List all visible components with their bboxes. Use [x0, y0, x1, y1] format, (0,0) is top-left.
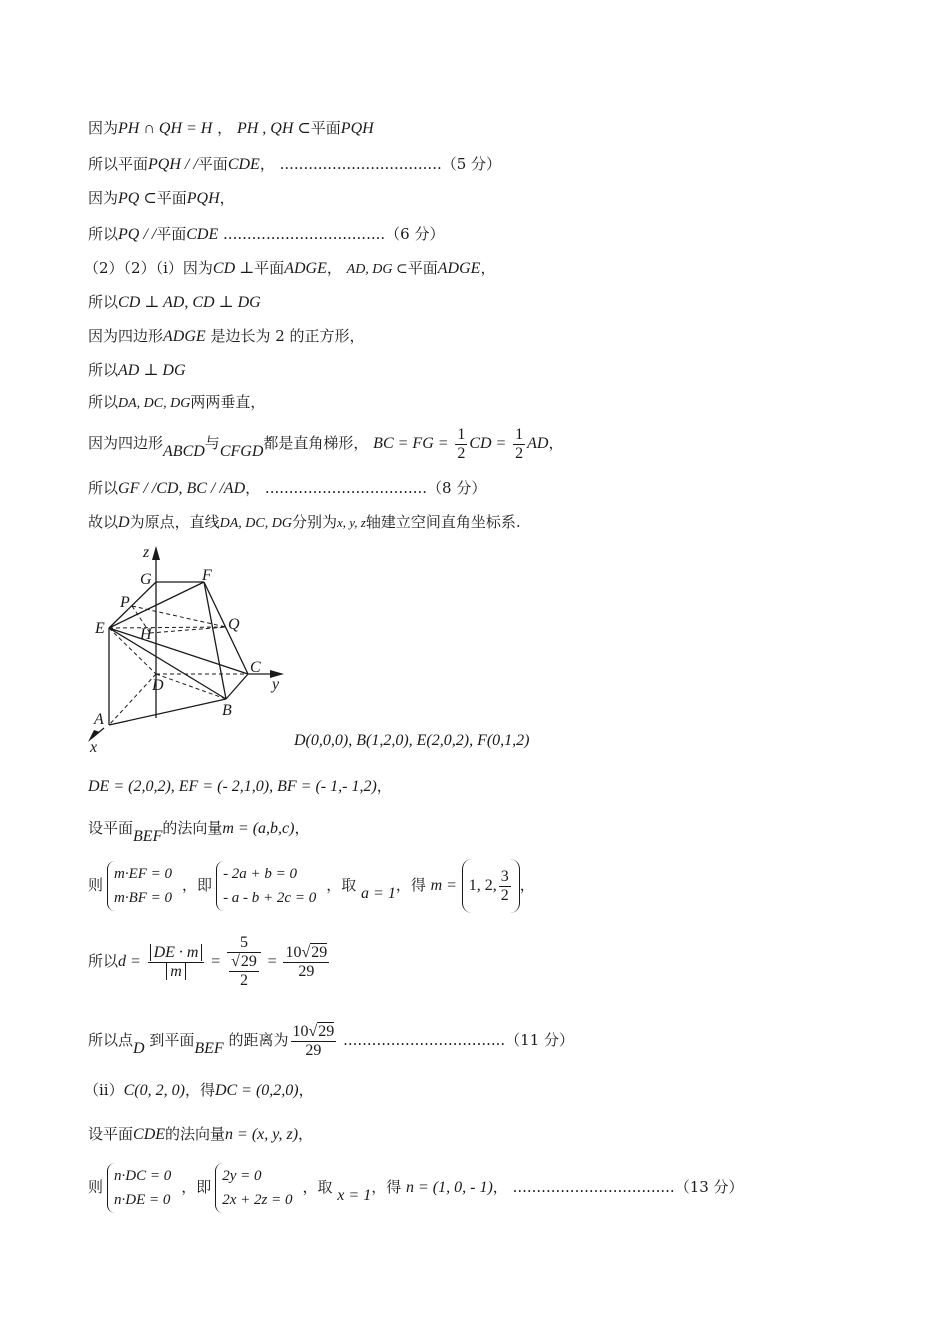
equation-system [107, 1163, 177, 1213]
fraction [148, 944, 205, 981]
math: n = (x, y, z) [225, 1126, 299, 1143]
text: ， [219, 189, 235, 207]
denominator: 2 [515, 444, 524, 462]
text: 因为四边形 [88, 434, 164, 452]
line-4 [88, 224, 444, 245]
equation-system [107, 861, 178, 911]
math: PH ∩ QH = H [118, 120, 213, 137]
label-A: A [94, 711, 104, 728]
score-marker: ..................................（8 分） [264, 479, 487, 497]
label-F: F [202, 567, 212, 584]
line-21 [88, 1160, 744, 1215]
text: 所以 [88, 225, 119, 243]
text: 设平面 [88, 1125, 134, 1143]
text: ，即 [181, 1178, 212, 1196]
label-y: y [272, 676, 280, 693]
text: 的法向量 [162, 819, 223, 837]
line-11 [88, 478, 486, 499]
text: ，取 [326, 876, 357, 894]
vector-components: 1, 2, [468, 877, 497, 894]
text: ， [294, 819, 310, 837]
numerator: 3 [500, 867, 509, 885]
math: DA, DC, DG [118, 396, 191, 411]
math: CD ⊥ AD, CD ⊥ DG [118, 294, 261, 311]
line-12 [88, 512, 521, 534]
line-19 [84, 1080, 314, 1101]
math: CDE [133, 1126, 166, 1143]
equals: = [267, 953, 277, 970]
text: ， [480, 259, 496, 277]
line-18 [88, 1020, 574, 1061]
math: x = 1 [337, 1187, 372, 1204]
text: 到平面 [149, 1031, 195, 1049]
math: m = (a,b,c) [222, 820, 295, 837]
edge-BC [226, 674, 248, 699]
math: DC = (0,2,0) [214, 1082, 299, 1099]
numerator: 1 [457, 425, 466, 443]
text: ， [492, 1178, 508, 1196]
equation: n·DE = 0 [114, 1192, 171, 1208]
denominator: 2 [500, 886, 509, 904]
text: 平面 [197, 155, 228, 173]
math: D(0,0,0), B(1,2,0), E(2,0,2), F(0,1,2) [294, 732, 530, 749]
text: 都是直角梯形， [263, 434, 369, 452]
numerator: 5 [227, 934, 261, 953]
edge-EQ [109, 627, 226, 628]
fraction: $\frac{10√29}{29}$ [292, 1022, 335, 1059]
line-1 [88, 118, 374, 139]
text: 所以 [88, 361, 119, 379]
equation: - a - b + 2c = 0 [223, 890, 317, 906]
math: ABCD [163, 443, 205, 460]
text: 平面 [156, 225, 187, 243]
math: PQ ⊂ [118, 190, 157, 207]
score-marker: ..................................（13 分） [512, 1178, 744, 1196]
math: BEF [133, 828, 163, 845]
text: 所以 [88, 393, 119, 411]
text: ， [259, 155, 275, 173]
text: 故以 [88, 513, 119, 531]
edge-DA [109, 674, 156, 725]
text: （ii） [84, 1081, 124, 1099]
text: ，即 [182, 876, 213, 894]
denominator: 29 [305, 1041, 322, 1059]
text: ， [298, 1081, 314, 1099]
fraction [513, 426, 525, 463]
sqrt-value: 29 [311, 943, 328, 961]
text: 与 [204, 434, 220, 452]
text: 平面 [156, 189, 187, 207]
denominator: 2 [239, 972, 248, 989]
math: CDE [227, 156, 260, 173]
text: 为原点，直线 [129, 513, 220, 531]
math: n = (1, 0, - 1) [406, 1179, 493, 1196]
text: ， [376, 777, 392, 795]
equation: 2y = 0 [222, 1168, 262, 1184]
text: （2）（2）（i）因为 [84, 259, 213, 277]
sqrt-value: 29 [240, 953, 257, 970]
text: ，得 [184, 1081, 215, 1099]
label-P: P [120, 594, 130, 611]
line-2 [88, 154, 501, 175]
denominator: 2 [457, 444, 466, 462]
sqrt-value: 29 [318, 1022, 335, 1040]
math: GF / /CD, BC / /AD [118, 480, 246, 497]
text: ， [326, 259, 342, 277]
text: 设平面 [88, 819, 134, 837]
math: BC = FG = [373, 435, 449, 452]
edge-FC [204, 582, 248, 674]
math: CFGD [219, 443, 264, 460]
label-C: C [250, 659, 261, 676]
line-5 [84, 258, 495, 280]
numerator: DE · m [150, 944, 203, 961]
text: 因为 [88, 189, 119, 207]
edge-EB [109, 628, 226, 699]
text: 的距离为 [228, 1031, 289, 1049]
math: AD [527, 435, 549, 452]
equation-system [215, 1163, 298, 1213]
math: CD = [469, 435, 507, 452]
line-8 [88, 360, 186, 381]
math: PH , QH ⊂ [236, 120, 311, 137]
label-z: z [143, 544, 150, 561]
math: D [133, 1040, 145, 1057]
math: CD ⊥ [212, 260, 255, 277]
math: AD, DG ⊂ [346, 262, 408, 277]
text: 则 [88, 1178, 104, 1196]
score-marker: ..................................（6 分） [223, 225, 445, 243]
line-6 [88, 292, 261, 313]
text: 平面 [407, 259, 438, 277]
text: 因为四边形 [88, 327, 164, 345]
text: 则 [88, 876, 104, 894]
score-marker: ..................................（11 分） [343, 1031, 575, 1049]
math: ADGE [437, 260, 481, 277]
label-G: G [140, 571, 152, 588]
edge-EG [109, 582, 156, 628]
math: d = [118, 953, 141, 970]
math: DA, DC, DG [219, 516, 292, 531]
math: D [118, 514, 130, 531]
text: 所以平面 [88, 155, 149, 173]
text: 的法向量 [165, 1125, 226, 1143]
edge-AB [109, 699, 226, 725]
math: CDE [186, 226, 219, 243]
line-3 [88, 188, 235, 209]
geometry-diagram [82, 540, 302, 755]
line-7 [88, 326, 365, 347]
label-E: E [95, 620, 105, 637]
label-x: x [90, 739, 98, 755]
math: PQH [340, 120, 374, 137]
text: 所以 [88, 479, 119, 497]
text: 所以点 [88, 1031, 134, 1049]
math: AD ⊥ DG [118, 362, 186, 379]
text: 平面 [254, 259, 285, 277]
equation-system [216, 861, 322, 911]
math: ADGE [284, 260, 327, 277]
math: BEF [194, 1040, 224, 1057]
label-D: D [152, 677, 164, 694]
equation: n·DC = 0 [114, 1168, 172, 1184]
edge-EC [109, 628, 248, 674]
math: C(0, 2, 0) [123, 1082, 185, 1099]
score-marker: ..................................（5 分） [279, 155, 502, 173]
text: ， [217, 119, 233, 137]
text: 所以 [88, 952, 119, 970]
line-9 [88, 392, 265, 414]
text: 是边长为 2 的正方形， [210, 327, 365, 345]
text: ， [298, 1125, 314, 1143]
denominator: 29 [298, 962, 315, 980]
text: ，得 [371, 1178, 402, 1196]
line-10 [88, 424, 563, 463]
fraction [227, 934, 261, 990]
text: 所以 [88, 293, 119, 311]
math: a = 1 [361, 885, 396, 902]
math: ADGE [163, 328, 206, 345]
text: 因为 [88, 119, 119, 137]
math: PQ / / [118, 226, 157, 243]
equation: 2x + 2z = 0 [222, 1192, 293, 1208]
math: DE = (2,0,2), EF = (- 2,1,0), BF = (- 1,- 1,2) [88, 778, 377, 795]
math: PQH [186, 190, 220, 207]
edge-FB [204, 582, 226, 699]
math: PQH / / [148, 156, 198, 173]
coefficient: 10 [292, 1022, 309, 1040]
vector [462, 859, 520, 913]
text: 两两垂直， [190, 393, 266, 411]
equals: = [211, 953, 221, 970]
equation: m·EF = 0 [114, 866, 173, 882]
text: ，得 [395, 876, 426, 894]
label-H: H [140, 626, 152, 643]
label-B: B [222, 702, 232, 719]
coefficient: 10 [285, 943, 302, 961]
line-20 [88, 1124, 313, 1145]
z-arrow [152, 546, 160, 560]
fraction [499, 868, 511, 905]
text: ，取 [302, 1178, 333, 1196]
line-14 [88, 776, 392, 797]
label-Q: Q [228, 616, 240, 633]
text: ， [245, 479, 261, 497]
text: 分别为 [291, 513, 337, 531]
math: m = [430, 877, 457, 894]
line-16 [88, 858, 535, 913]
numerator: 1 [515, 425, 524, 443]
text: ， [519, 876, 535, 894]
math: x, y, z [336, 515, 366, 530]
text: 平面 [310, 119, 341, 137]
line-13 [294, 730, 530, 751]
equation: - 2a + b = 0 [223, 866, 298, 882]
fraction: $\frac{√29}{2}$ [231, 953, 257, 989]
line-17 [88, 928, 331, 995]
text: ， [548, 434, 564, 452]
equation: m·BF = 0 [114, 890, 173, 906]
denominator: m [166, 963, 186, 980]
text: 轴建立空间直角坐标系. [365, 513, 521, 531]
fraction: $\frac{10√29}{29}$ [285, 943, 328, 980]
line-15 [88, 818, 310, 845]
fraction [455, 426, 467, 463]
